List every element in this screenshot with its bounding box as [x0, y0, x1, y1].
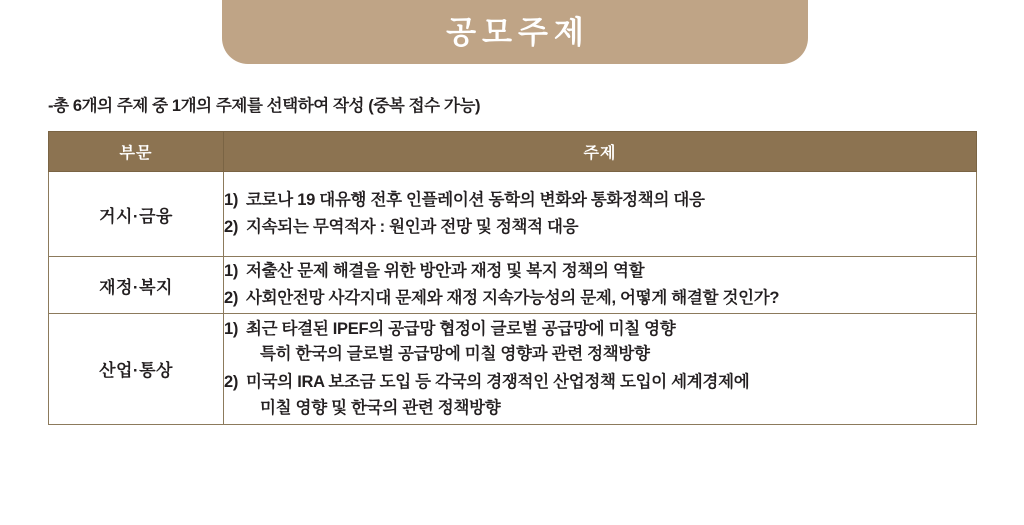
item-marker: 2) [224, 373, 239, 392]
item-marker: 2) [224, 218, 239, 237]
item-text: 저출산 문제 해결을 위한 방안과 재정 및 복지 정책의 역할 [246, 262, 645, 281]
item-text [246, 370, 976, 420]
list-item [224, 188, 976, 213]
item-text [246, 317, 976, 367]
table-row [49, 257, 977, 314]
item-marker: 2) [224, 289, 239, 308]
table-row [49, 314, 977, 424]
table-body [49, 172, 977, 425]
item-text: 사회안전망 사각지대 문제와 재정 지속가능성의 문제, 어떻게 해결할 것인가? [246, 289, 780, 308]
item-line-continuation: 특히 한국의 글로벌 공급망에 미칠 영향과 관련 정책방향 [260, 345, 650, 364]
topic-cell [224, 257, 977, 314]
item-marker: 1) [224, 262, 239, 281]
item-line-continuation: 미칠 영향 및 한국의 관련 정책방향 [260, 398, 501, 417]
item-text: 코로나 19 대유행 전후 인플레이션 동학의 변화와 통화정책의 대응 [246, 191, 705, 209]
list-item [224, 370, 976, 420]
sector-cell: 산업·통상 [49, 314, 224, 424]
sector-cell: 재정·복지 [49, 257, 224, 314]
subtitle-note: -총 6개의 주제 중 1개의 주제를 선택하여 작성 (중복 접수 가능) [48, 97, 481, 115]
table-row [49, 172, 977, 257]
item-line: 최근 타결된 IPEF의 공급망 협정이 글로벌 공급망에 미칠 영향 [246, 320, 676, 339]
list-item [224, 286, 976, 311]
title-banner-area [0, 0, 1024, 66]
list-item [224, 259, 976, 284]
column-header-topic: 주제 [224, 132, 977, 172]
topic-cell [224, 172, 977, 257]
item-line: 미국의 IRA 보조금 도입 등 각국의 경쟁적인 산업정책 도입이 세계경제에 [246, 373, 750, 392]
topic-cell [224, 314, 977, 424]
item-text: 지속되는 무역적자 : 원인과 전망 및 정책적 대응 [246, 218, 579, 237]
column-header-sector: 부문 [49, 132, 224, 172]
title-banner [222, 0, 808, 64]
page-title: 공모주제 [446, 14, 590, 50]
table-header [49, 132, 977, 172]
table-header-row [49, 132, 977, 172]
topics-table [48, 131, 977, 425]
list-item [224, 215, 976, 240]
item-marker: 1) [224, 320, 239, 339]
list-item [224, 317, 976, 367]
sector-cell: 거시·금융 [49, 172, 224, 257]
item-marker: 1) [224, 191, 239, 209]
